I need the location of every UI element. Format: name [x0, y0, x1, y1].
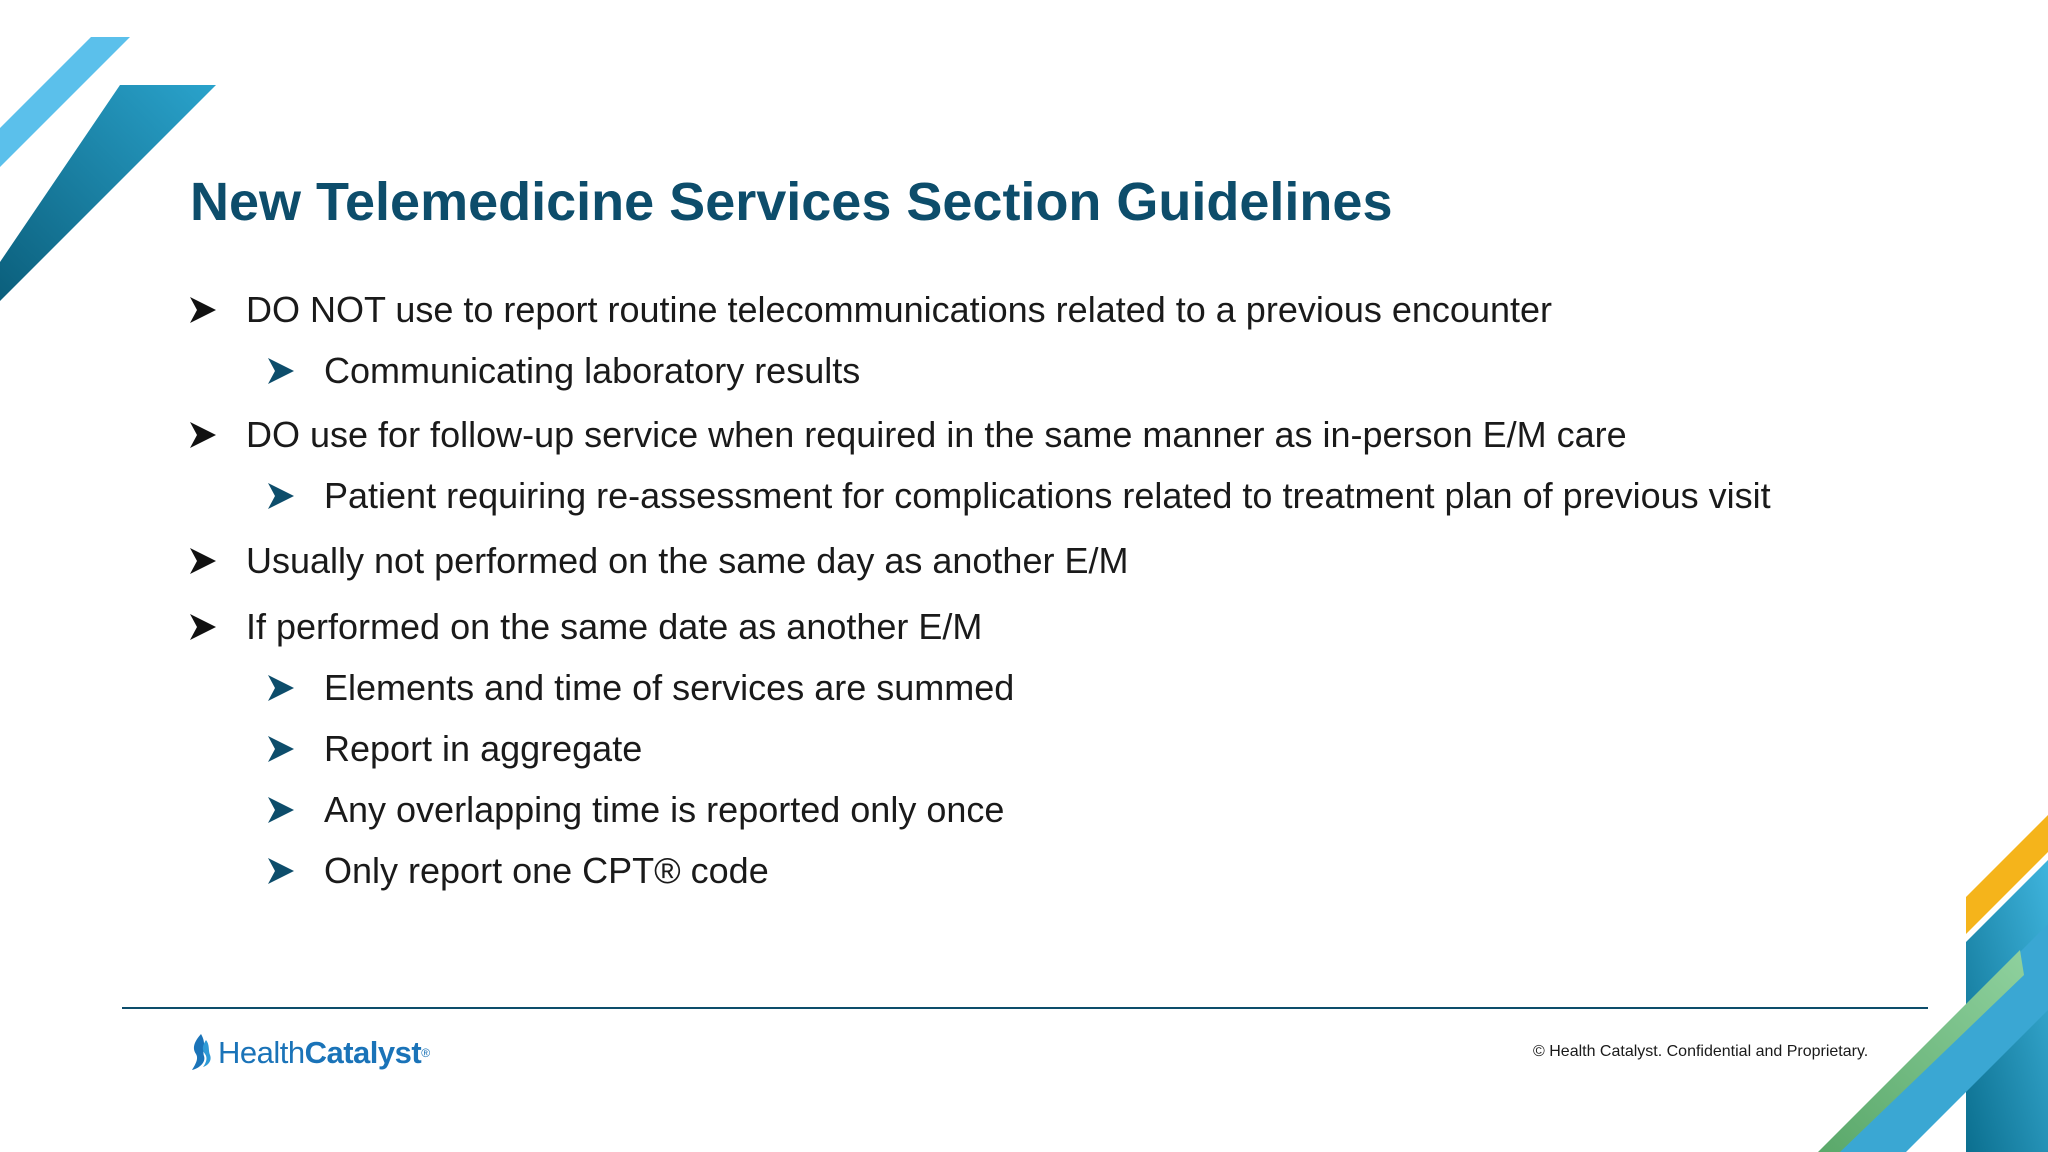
bullet-text: Usually not performed on the same day as another E/M — [246, 540, 1129, 581]
sub-bullet-item — [268, 727, 642, 771]
arrowhead-bullet-icon — [190, 422, 216, 448]
logo-text-health: Health — [218, 1035, 305, 1070]
bullet-text: If performed on the same date as another E/M — [246, 606, 983, 647]
sub-bullet-text: Elements and time of services are summed — [324, 667, 1015, 708]
copyright-notice: © Health Catalyst. Confidential and Proprietary. — [1533, 1043, 1869, 1060]
bullet-item — [190, 288, 1552, 332]
arrowhead-bullet-icon — [268, 358, 294, 384]
bullet-text: DO NOT use to report routine telecommunications related to a previous encounter — [246, 289, 1553, 330]
sub-bullet-text: Patient requiring re-assessment for complications related to treatment plan of previous visit — [324, 475, 1771, 516]
arrowhead-bullet-icon — [268, 483, 294, 509]
sub-bullet-item — [268, 666, 1014, 710]
arrowhead-bullet-icon — [190, 548, 216, 574]
arrowhead-bullet-icon — [268, 736, 294, 762]
sub-bullet-item — [268, 788, 1004, 832]
bullet-text: DO use for follow-up service when required in the same manner as in-person E/M care — [246, 414, 1627, 455]
sub-bullet-item — [268, 474, 1771, 518]
bullet-item — [190, 413, 1627, 457]
health-catalyst-logo — [188, 1030, 430, 1076]
arrowhead-bullet-icon — [268, 797, 294, 823]
bullet-list — [190, 0, 1990, 1000]
sub-bullet-item — [268, 849, 769, 893]
health-catalyst-flame-icon — [188, 1032, 214, 1074]
arrowhead-bullet-icon — [268, 858, 294, 884]
sub-bullet-text: Any overlapping time is reported only once — [324, 789, 1005, 830]
sub-bullet-text: Only report one CPT® code — [324, 850, 769, 891]
sub-bullet-text: Communicating laboratory results — [324, 350, 861, 391]
footer-divider — [122, 1007, 1928, 1009]
slide-title: New Telemedicine Services Section Guidelines — [190, 172, 1393, 232]
sub-bullet-item — [268, 349, 860, 393]
bullet-item — [190, 605, 982, 649]
arrowhead-bullet-icon — [268, 675, 294, 701]
bullet-item — [190, 539, 1128, 583]
logo-registered-mark: ® — [421, 1046, 431, 1060]
logo-text-catalyst: Catalyst — [304, 1035, 422, 1070]
arrowhead-bullet-icon — [190, 297, 216, 323]
arrowhead-bullet-icon — [190, 614, 216, 640]
sub-bullet-text: Report in aggregate — [324, 728, 643, 769]
